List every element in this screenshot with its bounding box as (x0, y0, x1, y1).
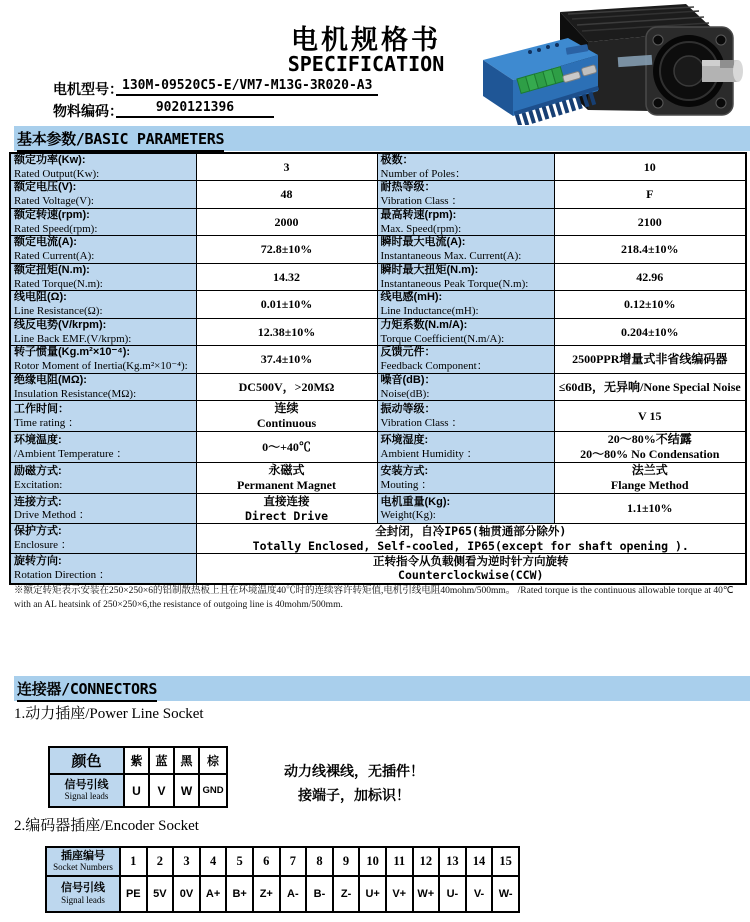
param-value-cell (196, 263, 377, 291)
param-value-cell (196, 153, 377, 181)
param-label-cell (10, 524, 196, 554)
param-value-line: 永磁式 (268, 463, 305, 478)
param-label-cn: 连接方式: (14, 495, 62, 508)
encoder-number-cell: 10 (359, 847, 386, 876)
page-title: 电机规格书 (291, 25, 441, 55)
table-row (10, 181, 746, 209)
param-value-line: 2000 (274, 214, 299, 229)
power-socket-title: 1.动力插座/Power Line Socket (14, 706, 204, 722)
param-label-en: Number of Poles： (380, 167, 467, 180)
param-value-cell (554, 263, 746, 291)
encoder-number-cell: 5 (226, 847, 253, 876)
param-value-line: 2100 (637, 214, 662, 229)
encoder-number-cell: 8 (306, 847, 333, 876)
param-label-cell (377, 318, 554, 346)
encoder-signal-label (46, 876, 120, 912)
param-label-cell (377, 494, 554, 524)
param-value-line: 10 (643, 159, 656, 174)
material-code-label: 物料编码： (53, 103, 123, 119)
encoder-number-cell: 12 (413, 847, 440, 876)
param-label-en: Rated Voltage(V): (14, 195, 94, 208)
param-value-line: 0.12±10% (623, 297, 676, 312)
encoder-number-cell: 4 (200, 847, 227, 876)
param-label-cell (10, 432, 196, 463)
param-value-line: 42.96 (636, 269, 664, 284)
encoder-signal-cell: U- (439, 876, 466, 912)
param-label-cell (10, 208, 196, 236)
param-label-en: Rated Speed(rpm): (14, 222, 98, 235)
table-row (10, 463, 746, 494)
section-title-connectors: 连接器/CONNECTORS (17, 678, 157, 702)
encoder-socket-rows (46, 847, 519, 912)
power-color-header: 颜色 (49, 747, 124, 774)
table-row (49, 774, 227, 807)
param-label-cn: 耐热等级： (380, 181, 436, 194)
table-row (49, 747, 227, 774)
table-row (10, 524, 746, 554)
param-label-cell (377, 401, 554, 432)
param-label-cn: 励磁方式: (14, 465, 62, 478)
param-value-cell (196, 494, 377, 524)
param-value-cell (196, 524, 746, 554)
table-row (46, 847, 519, 876)
param-label-cell (10, 494, 196, 524)
encoder-number-cell: 9 (333, 847, 360, 876)
param-label-en: Rated Output(Kw): (14, 167, 100, 180)
power-signal-cell: U (124, 774, 149, 807)
param-value-line: 全封闭，自冷IP65(轴贯通部分除外) (375, 524, 567, 539)
param-label-en: Rotation Direction ： (14, 568, 110, 581)
encoder-number-label (46, 847, 120, 876)
param-label-cn: 额定电流(A): (14, 236, 77, 249)
encoder-number-cell: 7 (280, 847, 307, 876)
power-color-cell: 棕 (199, 747, 227, 774)
param-label-cell (10, 373, 196, 401)
param-value-cell (196, 318, 377, 346)
param-value-line: 正转指令从负载侧看为逆时针方向旋转 (373, 553, 569, 568)
power-socket-rows (49, 747, 227, 807)
param-value-cell (554, 181, 746, 209)
param-label-cell (377, 208, 554, 236)
param-label-cell (377, 236, 554, 264)
encoder-number-cell: 15 (492, 847, 519, 876)
param-label-cell (10, 291, 196, 319)
param-value-line: Permanent Magnet (237, 478, 336, 493)
param-value-cell (196, 432, 377, 463)
encoder-signal-cell: B+ (226, 876, 253, 912)
table-row (10, 346, 746, 374)
param-label-en: Excitation: (14, 478, 63, 491)
param-value-cell (196, 236, 377, 264)
param-label-en: Rotor Moment of Inertia(Kg.m²×10⁻⁴): (14, 360, 188, 373)
param-label-cell (10, 181, 196, 209)
encoder-signal-cell: 0V (173, 876, 200, 912)
param-label-cn: 振动等级： (380, 403, 436, 416)
encoder-number-cell: 11 (386, 847, 413, 876)
param-value-line: DC500V，>20MΩ (238, 379, 335, 394)
driver-image (483, 38, 603, 125)
power-color-cell: 蓝 (149, 747, 174, 774)
power-note-line2: 接端子，加标识！ (298, 786, 410, 803)
param-value-cell (554, 153, 746, 181)
param-value-cell (196, 463, 377, 494)
power-note-line1: 动力线裸线，无插件！ (284, 763, 424, 779)
signal-label-en: Signal leads (61, 894, 105, 905)
socket-number-label-cn: 插座编号 (61, 849, 105, 862)
encoder-signal-cell: B- (306, 876, 333, 912)
param-value-cell (554, 236, 746, 264)
encoder-number-cell: 1 (120, 847, 147, 876)
param-value-cell (554, 373, 746, 401)
product-photo (468, 0, 748, 125)
power-color-cell: 紫 (124, 747, 149, 774)
param-label-en: Insulation Resistance(MΩ): (14, 387, 137, 400)
param-value-cell (196, 181, 377, 209)
section-header-connectors (14, 676, 750, 701)
table-row (46, 876, 519, 912)
param-label-en: Rated Current(A): (14, 250, 95, 263)
encoder-signal-cell: U+ (359, 876, 386, 912)
encoder-signal-cell: A+ (200, 876, 227, 912)
page-subtitle: SPECIFICATION (287, 52, 445, 76)
param-label-cn: 线反电势(V/krpm): (14, 318, 107, 331)
encoder-number-cell: 13 (439, 847, 466, 876)
param-value-line: 12.38±10% (257, 324, 316, 339)
signal-label-cn: 信号引线 (64, 778, 109, 791)
param-label-cell (10, 463, 196, 494)
param-value-line: 直接连接 (263, 494, 310, 509)
param-label-en: Line Resistance(Ω): (14, 305, 103, 318)
param-label-cell (10, 401, 196, 432)
param-label-cn: 线电感(mH): (380, 291, 443, 304)
param-value-cell (196, 401, 377, 432)
param-value-line: 0.204±10% (620, 324, 679, 339)
table-row (10, 153, 746, 181)
param-label-en: Time rating ： (14, 416, 79, 429)
param-value-line: 48 (280, 187, 293, 202)
param-label-cell (377, 181, 554, 209)
param-label-cell (10, 236, 196, 264)
param-value-line: Continuous (256, 416, 317, 431)
table-row (10, 318, 746, 346)
param-label-cell (377, 346, 554, 374)
param-label-cn: 力矩系数(N.m/A): (380, 318, 468, 331)
power-signal-cell: W (174, 774, 199, 807)
encoder-signal-cell: W- (492, 876, 519, 912)
param-value-cell (554, 432, 746, 463)
param-value-cell (196, 553, 746, 583)
param-value-line: ≤60dB，无异响/None Special Noise (558, 379, 741, 394)
param-label-cell (10, 553, 196, 583)
param-value-line: 37.4±10% (260, 352, 313, 367)
section-title-basic: 基本参数/BASIC PARAMETERS (17, 128, 224, 152)
power-signal-cell: GND (199, 774, 227, 807)
param-label-en: Max. Speed(rpm): (380, 222, 462, 235)
param-label-cell (377, 432, 554, 463)
param-label-cn: 环境温度: (14, 434, 62, 447)
param-value-line: 1.1±10% (626, 501, 673, 516)
param-label-cell (10, 346, 196, 374)
param-label-cn: 环境湿度: (380, 434, 429, 447)
param-label-cell (377, 263, 554, 291)
encoder-signal-cell: Z+ (253, 876, 280, 912)
param-value-line: 20～80%不结露 (607, 432, 692, 447)
param-label-cn: 保护方式: (14, 525, 62, 538)
param-value-line: 72.8±10% (260, 242, 313, 257)
table-row (10, 263, 746, 291)
param-label-cn: 最高转速(rpm): (380, 208, 457, 221)
param-label-cn: 额定电压(V): (14, 181, 77, 194)
param-label-cn: 线电阻(Ω): (14, 291, 67, 304)
param-label-en: Rated Torque(N.m): (14, 277, 103, 290)
power-wiring-note (264, 760, 444, 808)
param-label-en: Drive Method ： (14, 509, 90, 522)
param-value-line: 3 (283, 159, 290, 174)
param-label-en: Ambient Humidity ： (380, 447, 478, 460)
param-value-line: F (646, 187, 654, 202)
param-label-en: Line Inductance(mH): (380, 305, 479, 318)
table-row (10, 208, 746, 236)
param-value-line: Flange Method (610, 478, 689, 493)
encoder-socket-title: 2.编码器插座/Encoder Socket (14, 818, 199, 834)
param-value-line: Counterclockwise(CCW) (398, 568, 544, 583)
param-label-cn: 额定扭矩(N.m): (14, 263, 90, 276)
param-label-en: Vibration Class ： (380, 416, 463, 429)
param-value-line: 218.4±10% (620, 242, 679, 257)
material-code-value: 9020121396 (116, 99, 274, 118)
param-label-cell (10, 153, 196, 181)
signal-label-cn: 信号引线 (61, 882, 105, 895)
param-label-cn: 电机重量(Kg): (380, 495, 451, 508)
param-label-en: Torque Coefficient(N.m/A): (380, 332, 505, 345)
table-row (10, 432, 746, 463)
table-row (10, 291, 746, 319)
param-value-cell (554, 494, 746, 524)
param-value-line: 20～80% No Condensation (580, 447, 720, 462)
rated-torque-footnote: ※额定转矩表示安装在250×250×6的铝制散热板上且在环境温度40℃时的连续容许转矩值,电机引线电阻40mohm/500mm。 /Rated torque is the continuous allowable torque at 40℃ with an AL heatsink of 250×250×6,the resistance of outgoing line is 40mohm/500mm. (14, 586, 734, 610)
param-label-cn: 噪音(dB)： (380, 373, 436, 386)
power-signal-label (49, 774, 124, 807)
encoder-number-cell: 14 (466, 847, 493, 876)
param-label-cn: 绝缘电阻(MΩ): (14, 373, 87, 386)
table-row (10, 236, 746, 264)
param-label-cell (10, 263, 196, 291)
socket-number-label-en: Socket Numbers (53, 862, 113, 873)
param-value-cell (554, 346, 746, 374)
param-value-line: 0.01±10% (260, 297, 313, 312)
param-label-cn: 安装方式: (380, 465, 429, 478)
table-row (10, 553, 746, 583)
table-row (10, 494, 746, 524)
param-value-cell (554, 291, 746, 319)
param-value-line: Direct Drive (244, 508, 329, 523)
encoder-number-cell: 3 (173, 847, 200, 876)
param-label-en: Vibration Class ： (380, 195, 463, 208)
param-label-cell (377, 153, 554, 181)
encoder-signal-cell: A- (280, 876, 307, 912)
param-label-cell (10, 318, 196, 346)
basic-parameters-rows (10, 153, 746, 584)
param-label-cn: 瞬时最大扭矩(N.m): (380, 263, 479, 276)
param-value-cell (554, 401, 746, 432)
motor-model-label: 电机型号： (53, 81, 123, 97)
param-label-en: Instantaneous Peak Torque(N.m): (380, 277, 529, 290)
param-value-line: Totally Enclosed, Self-cooled, IP65(except for shaft opening ). (252, 538, 689, 553)
param-value-cell (554, 208, 746, 236)
basic-parameters-table (9, 152, 747, 585)
encoder-number-cell: 2 (147, 847, 174, 876)
param-value-cell (554, 318, 746, 346)
power-socket-table (48, 746, 228, 808)
param-value-cell (196, 373, 377, 401)
param-value-line: 法兰式 (631, 463, 668, 478)
param-value-cell (196, 208, 377, 236)
param-value-cell (196, 346, 377, 374)
encoder-signal-cell: 5V (147, 876, 174, 912)
section-header-basic-parameters (14, 126, 750, 151)
encoder-signal-cell: Z- (333, 876, 360, 912)
motor-model-value: 130M-09520C5-E/VM7-M13G-3R020-A3 (116, 77, 378, 96)
param-label-cell (377, 463, 554, 494)
table-row (10, 401, 746, 432)
param-label-cn: 工作时间： (14, 403, 69, 416)
power-signal-cell: V (149, 774, 174, 807)
param-label-cn: 反馈元件： (380, 346, 436, 359)
param-label-cn: 极数： (380, 154, 414, 166)
param-value-cell (554, 463, 746, 494)
encoder-number-cell: 6 (253, 847, 280, 876)
encoder-signal-cell: PE (120, 876, 147, 912)
encoder-signal-cell: V+ (386, 876, 413, 912)
signal-label-en: Signal leads (64, 791, 109, 802)
table-row (10, 373, 746, 401)
param-label-cell (377, 373, 554, 401)
encoder-signal-cell: W+ (413, 876, 440, 912)
param-label-cn: 瞬时最大电流(A): (380, 236, 466, 249)
param-label-en: Feedback Component： (380, 360, 488, 373)
param-label-cn: 转子惯量(Kg.m²×10⁻⁴): (14, 346, 131, 359)
param-label-en: Enclosure ： (14, 539, 72, 552)
param-label-en: Mouting ： (380, 478, 433, 491)
param-value-line: V 15 (638, 408, 662, 423)
param-value-line: 2500PPR增量式非省线编码器 (572, 352, 728, 367)
encoder-socket-table (45, 846, 520, 913)
power-color-cell: 黑 (174, 747, 199, 774)
param-value-line: 0～+40℃ (262, 439, 311, 454)
param-label-en: Weight(Kg): (380, 509, 436, 522)
param-value-line: 连续 (274, 401, 299, 416)
param-label-en: /Ambient Temperature ： (14, 447, 128, 460)
param-label-cn: 额定转速(rpm): (14, 208, 90, 221)
param-label-en: Instantaneous Max. Current(A): (380, 250, 522, 263)
param-label-cn: 额定功率(Kw): (14, 154, 86, 166)
param-label-en: Noise(dB): (380, 387, 430, 400)
param-value-cell (196, 291, 377, 319)
param-label-cn: 旋转方向: (14, 555, 62, 568)
param-label-cell (377, 291, 554, 319)
param-value-line: 14.32 (273, 269, 300, 284)
encoder-signal-cell: V- (466, 876, 493, 912)
param-label-en: Line Back EMF.(V/krpm): (14, 332, 132, 345)
